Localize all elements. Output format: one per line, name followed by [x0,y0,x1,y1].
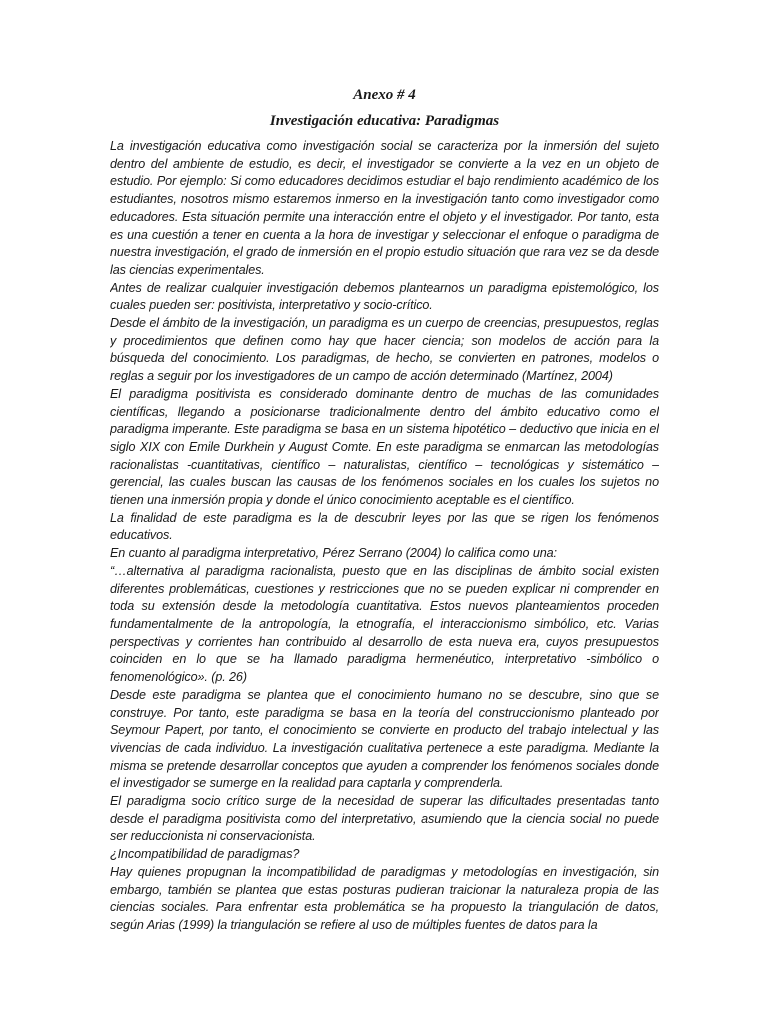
document-body [110,138,659,935]
paragraph: El paradigma positivista es considerado dominante dentro de muchas de las comunidades científicas, llegando a posicionarse tradicionalmente dentro del ámbito educativo como el paradigma imperante. Este paradigma se basa en un sistema hipotético – deductivo que inicia en el siglo XIX con Emile Durkhein y August Comte. En este paradigma se enmarcan las metodologías racionalistas -cuantitativas, científico – naturalistas, científico – tecnológicas y sistemático – gerencial, las cuales buscan las causas de los fenómenos sociales en los cuales los sujetos no tienen una inmersión propia y donde el único conocimiento aceptable es el científico. [110,386,659,508]
document-page [110,84,659,935]
paragraph: La investigación educativa como investigación social se caracteriza por la inmersión del sujeto dentro del ambiente de estudio, es decir, el investigador se convierte a la vez en un objeto de estudio. Por ejemplo: Si como educadores decidimos estudiar el bajo rendimiento académico de los estudiantes, nosotros mismo estaremos inmerso en la investigación tanto como investigador como educadores. Esta situación permite una interacción entre el objeto y el investigador. Por tanto, esta es una cuestión a tener en cuenta a la hora de investigar y seleccionar el enfoque o paradigma de nuestra investigación, el grado de inmersión en el propio estudio situación que rara vez se da desde las ciencias experimentales. [110,139,659,277]
quote-paragraph: “…alternativa al paradigma racionalista, puesto que en las disciplinas de ámbito social existen diferentes problemáticas, cuestiones y restricciones que no se pueden explicar ni comprender en toda su extensión desde la metodología cuantitativa. Estos nuevos planteamientos proceden fundamentalmente de la antropología, la etnografía, el interaccionismo simbólico, etc. Varias perspectivas y corrientes han contribuido al desarrollo de esta nueva era, cuyos presupuestos coinciden en lo que se ha llamado paradigma hermenéutico, interpretativo -simbólico o fenomenológico». (p. 26) [110,563,659,685]
annex-label: Anexo # 4 [353,87,416,103]
paragraph: Hay quienes propugnan la incompatibilidad de paradigmas y metodologías en investigación, sin embargo, también se plantea que estas posturas pudieran traicionar la naturaleza propia de las ciencias sociales. Para enfrentar esta problemática se ha propuesto la triangulación de datos, según Arias (1999) la triangulación se refiere al uso de múltiples fuentes de datos para la [110,864,659,932]
paragraph: La finalidad de este paradigma es la de descubrir leyes por las que se rigen los fenómenos educativos. [110,510,659,543]
paragraph: En cuanto al paradigma interpretativo, Pérez Serrano (2004) lo califica como una: [110,546,557,561]
paragraph: Desde este paradigma se plantea que el conocimiento humano no se descubre, sino que se construye. Por tanto, este paradigma se basa en la teoría del construccionismo planteado por Seymour Papert, por tanto, el conocimiento se convierte en producto del trabajo intelectual y las vivencias de cada individuo. La investigación cualitativa pertenece a este paradigma. Mediante la misma se pretende desarrollar conceptos que ayuden a comprender los fenómenos sociales donde el investigador se sumerge en la realidad para captarla y comprenderla. [110,687,659,791]
section-question: ¿Incompatibilidad de paradigmas? [110,847,300,862]
paragraph: Desde el ámbito de la investigación, un paradigma es un cuerpo de creencias, presupuestos, reglas y procedimientos que definen como hay que hacer ciencia; son modelos de acción para la búsqueda del conocimiento. Los paradigmas, de hecho, se convierten en patrones, modelos o reglas a seguir por los investigadores de un campo de acción determinado (Martínez, 2004) [110,316,659,384]
paragraph: El paradigma socio crítico surge de la necesidad de superar las dificultades presentadas tanto desde el paradigma positivista como del interpretativo, asumiendo que la ciencia social no puede ser reduccionista ni conservacionista. [110,794,659,844]
document-title: Investigación educativa: Paradigmas [269,113,500,129]
paragraph: Antes de realizar cualquier investigación debemos plantearnos un paradigma epistemológico, los cuales pueden ser: positivista, interpretativo y socio-crítico. [110,280,659,313]
